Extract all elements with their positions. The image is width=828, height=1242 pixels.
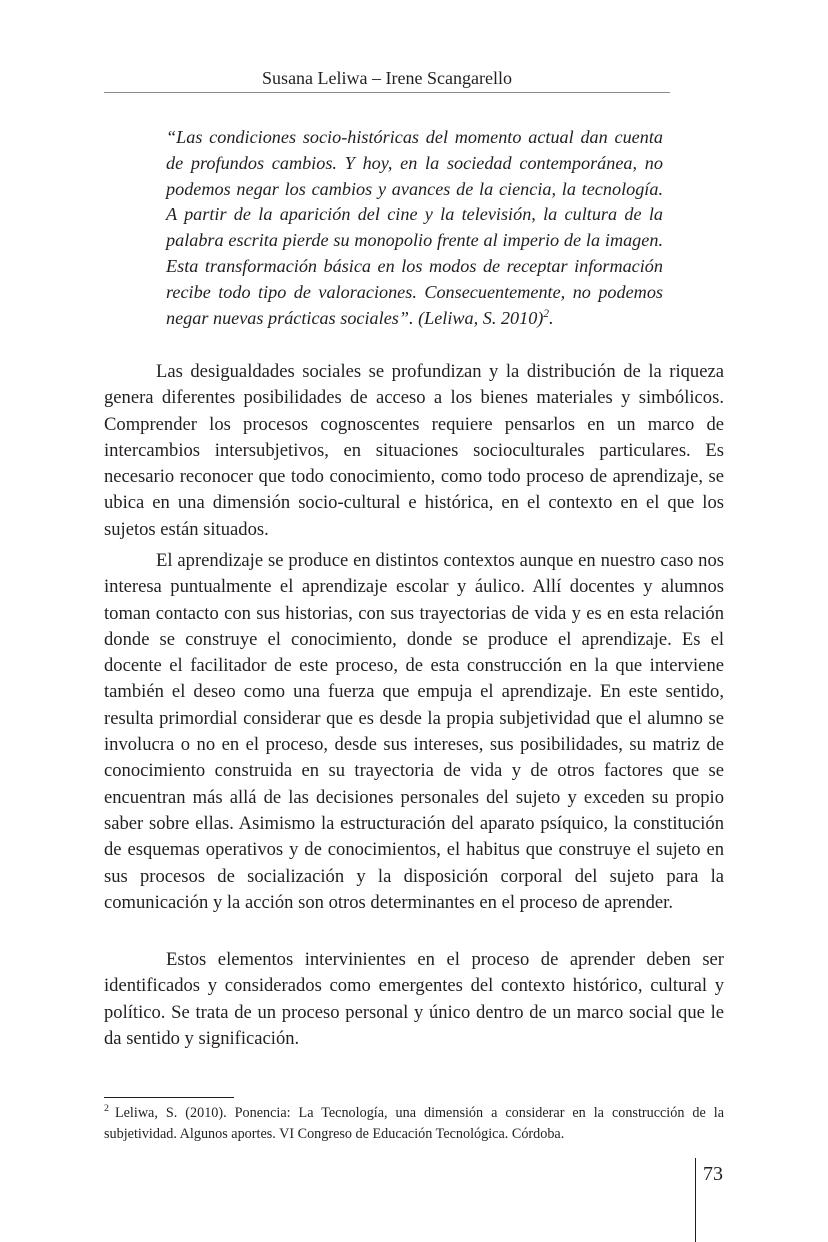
footnote-text xyxy=(104,1103,724,1145)
footnote-reference[interactable]: 2 xyxy=(543,307,549,320)
footnote xyxy=(104,1103,724,1145)
block-quote xyxy=(166,125,663,331)
header-rule xyxy=(104,92,670,93)
paragraph-2 xyxy=(104,548,724,916)
footnote-number: 2 xyxy=(104,1103,109,1115)
page-number-rule xyxy=(695,1158,696,1242)
running-head-title: Susana Leliwa – Irene Scangarello xyxy=(262,68,512,88)
page-number: 73 xyxy=(703,1163,723,1185)
footnote-citation: Leliwa, S. (2010). Ponencia: La Tecnología, una dimensión a considerar en la construcción de la subjetividad. Algunos aportes. VI Congreso de Educación Tecnológica. Córdoba. xyxy=(104,1105,724,1142)
paragraph-1 xyxy=(104,359,724,543)
paragraph-3 xyxy=(104,947,724,1052)
paragraph-3-text: Estos elementos intervinientes en el proceso de aprender deben ser identificados y considerados como emergentes del contexto histórico, cultural y político. Se trata de un proceso personal y único dentro de un marco social que le da sentido y significación. xyxy=(104,949,724,1049)
block-quote-text xyxy=(166,125,663,331)
footnote-rule xyxy=(104,1097,234,1098)
paragraph-2-text: El aprendizaje se produce en distintos contextos aunque en nuestro caso nos interesa puntualmente el aprendizaje escolar y áulico. Allí docentes y alumnos toman contacto con sus historias, con sus trayectorias de vida y es en esta relación donde se construye el conocimiento, donde se produce el aprendizaje. Es el docente el facilitador de este proceso, de esta construcción en la que interviene también el deseo como una fuerza que empuja el aprendizaje. En este sentido, resulta primordial considerar que es desde la propia subjetividad que el alumno se involucra o no en el proceso, desde sus intereses, sus posibilidades, su matriz de conocimiento construida en su trayectoria de vida y de otros factores que se encuentran más allá de las decisiones personales del sujeto y exceden su propio saber sobre ellas. Asimismo la estructuración del aparato psíquico, la constitución de esquemas operativos y de conocimientos, el habitus que construye el sujeto en sus procesos de socialización y la disposición corporal del sujeto para la comunicación y la acción son otros determinantes en el proceso de aprender. xyxy=(104,550,724,913)
quote-end-punctuation: . xyxy=(549,307,554,328)
paragraph-1-text: Las desigualdades sociales se profundizan y la distribución de la riqueza genera diferentes posibilidades de acceso a los bienes materiales y simbólicos. Comprender los procesos cognoscentes requiere pensarlos en un marco de intercambios intersubjetivos, en situaciones socioculturales particulares. Es necesario reconocer que todo conocimiento, como todo proceso de aprendizaje, se ubica en una dimensión socio-cultural e histórica, en el contexto en el que los sujetos están situados. xyxy=(104,361,724,540)
quote-body: “Las condiciones socio-históricas del momento actual dan cuenta de profundos cambios. Y hoy, en la sociedad contemporánea, no podemos negar los cambios y avances de la ciencia, la tecnología. A partir de la aparición del cine y la televisión, la cultura de la palabra escrita pierde su monopolio frente al imperio de la imagen. Esta transformación básica en los modos de receptar información recibe todo tipo de valoraciones. Consecuentemente, no podemos negar nuevas prácticas sociales”. (Leliwa, S. 2010) xyxy=(166,127,663,328)
